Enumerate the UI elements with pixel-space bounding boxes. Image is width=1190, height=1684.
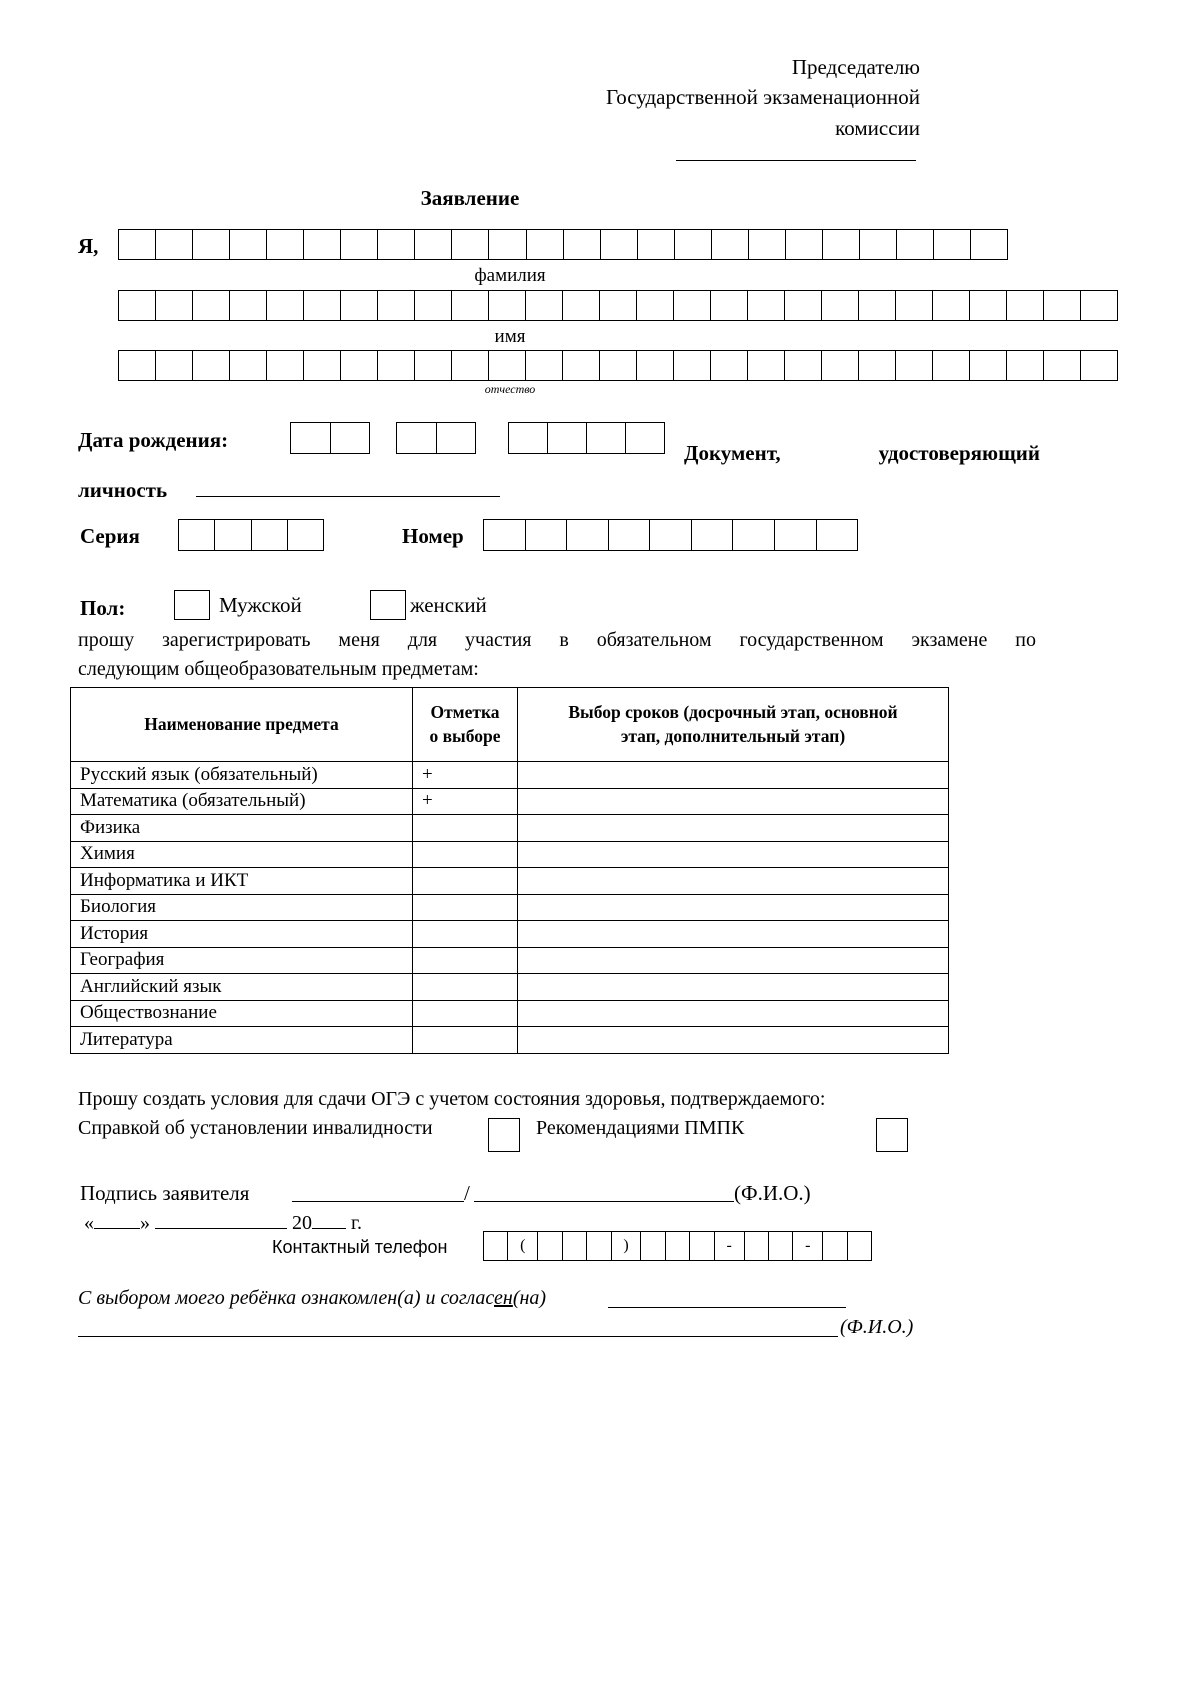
consent-text-underlined: ен [494,1287,513,1309]
disability-certificate-checkbox[interactable] [488,1118,520,1152]
char-cell[interactable] [291,423,331,453]
char-cell[interactable] [378,230,415,259]
subject-name-cell: География [71,947,413,974]
char-cell[interactable] [119,230,156,259]
subject-name-cell: Химия [71,841,413,868]
date-day-blank[interactable] [94,1228,140,1229]
char-cell[interactable] [526,291,563,320]
subject-term-cell[interactable] [518,815,949,842]
char-cell[interactable] [156,230,193,259]
firstname-caption: имя [494,326,526,347]
header-term-line-1: Выбор сроков (досрочный этап, основной [568,701,898,722]
date-year-suffix: г. [351,1212,362,1234]
consent-text-before: С выбором моего ребёнка ознакомлен(а) и соглас [78,1287,495,1309]
char-cell[interactable] [711,351,748,380]
consent-fio-hint: (Ф.И.О.) [840,1316,914,1338]
char-cell[interactable] [304,230,341,259]
consent-blank-rule-2[interactable] [78,1336,838,1337]
subject-mark-cell[interactable] [413,815,518,842]
subject-term-cell[interactable] [518,841,949,868]
table-row [71,1027,949,1054]
signature-fio-blank-rule[interactable] [474,1201,734,1202]
subject-mark-cell[interactable] [413,1000,518,1027]
header-subject: Наименование предмета [71,688,413,762]
char-cell[interactable] [526,520,568,550]
char-cell[interactable] [415,230,452,259]
subject-mark-cell[interactable] [413,868,518,895]
health-conditions-text: Прошу создать условия для сдачи ОГЭ с учетом состояния здоровья, подтверждаемого: [78,1088,826,1110]
char-cell[interactable] [527,230,564,259]
phone-char-cell[interactable] [587,1232,611,1260]
char-cell[interactable] [378,351,415,380]
char-cell[interactable] [637,351,674,380]
birthdate-day-grid[interactable] [290,422,370,454]
char-cell[interactable] [601,230,638,259]
char-cell[interactable] [650,520,692,550]
char-cell[interactable] [156,291,193,320]
header-term [518,688,949,762]
char-cell[interactable] [489,230,526,259]
char-cell[interactable] [1081,351,1117,380]
series-label: Серия [80,524,140,548]
phone-char-cell[interactable]: ( [508,1232,538,1260]
char-cell[interactable] [748,291,785,320]
subject-mark-cell[interactable] [413,841,518,868]
header-term-line-2: этап, дополнительный этап) [620,725,846,746]
phone-char-cell[interactable]: - [715,1232,745,1260]
parent-consent-text [78,1287,546,1310]
char-cell[interactable] [179,520,215,550]
char-cell[interactable] [1007,291,1044,320]
char-cell[interactable] [896,351,933,380]
char-cell[interactable] [267,291,304,320]
table-row [71,788,949,815]
char-cell[interactable] [563,291,600,320]
subject-name-cell: Биология [71,894,413,921]
addressee-line-2: Государственной экзаменационной [605,85,920,110]
char-cell[interactable] [775,520,817,550]
number-input-grid[interactable] [483,519,858,551]
date-year-blank[interactable] [312,1228,346,1229]
subject-mark-cell[interactable]: + [413,788,518,815]
date-month-blank[interactable] [155,1228,287,1229]
gender-male-label: Мужской [219,593,302,617]
identity-document-label: Документ, удостоверяющий [684,441,1040,465]
consent-text-after: (на) [512,1287,547,1309]
char-cell[interactable] [526,351,563,380]
char-cell[interactable] [897,230,934,259]
consent-blank-rule-1[interactable] [608,1307,846,1308]
char-cell[interactable] [437,423,476,453]
subject-name-cell: Математика (обязательный) [71,788,413,815]
char-cell[interactable] [397,423,437,453]
char-cell[interactable] [415,291,452,320]
char-cell[interactable] [119,351,156,380]
char-cell[interactable] [823,230,860,259]
patronymic-caption: отчество [484,382,536,396]
char-cell[interactable] [193,351,230,380]
table-row [71,1000,949,1027]
signature-slash: / [464,1181,470,1205]
subject-name-cell: Физика [71,815,413,842]
table-row [71,841,949,868]
char-cell[interactable] [341,230,378,259]
patronymic-input-grid[interactable] [118,350,1118,381]
char-cell[interactable] [970,351,1007,380]
birthdate-month-grid[interactable] [396,422,476,454]
subject-name-cell: История [71,921,413,948]
pmpk-recommendation-checkbox[interactable] [876,1118,908,1152]
char-cell[interactable] [600,291,637,320]
subject-term-cell[interactable] [518,921,949,948]
subject-mark-cell[interactable] [413,894,518,921]
ya-label: Я, [78,234,99,258]
char-cell[interactable] [567,520,609,550]
char-cell[interactable] [267,230,304,259]
char-cell[interactable] [341,291,378,320]
char-cell[interactable] [341,351,378,380]
subject-name-cell: Литература [71,1027,413,1054]
char-cell[interactable] [626,423,664,453]
char-cell[interactable] [748,351,785,380]
identity-label: личность [78,478,168,502]
addressee-block [540,52,920,143]
date-open-quote: « [84,1212,94,1234]
subject-name-cell: Английский язык [71,974,413,1001]
char-cell[interactable] [1044,351,1081,380]
subject-term-cell[interactable] [518,947,949,974]
subject-name-cell: Информатика и ИКТ [71,868,413,895]
header-mark [413,688,518,762]
char-cell[interactable] [267,351,304,380]
char-cell[interactable] [638,230,675,259]
gender-female-label: женский [410,593,487,617]
phone-char-cell[interactable] [666,1232,690,1260]
gender-label: Пол: [80,596,126,620]
char-cell[interactable] [215,520,251,550]
subject-mark-cell[interactable] [413,974,518,1001]
char-cell[interactable] [252,520,288,550]
phone-input-grid[interactable] [483,1231,872,1261]
subject-term-cell[interactable] [518,868,949,895]
request-line-1: прошу зарегистрировать меня для участия в обязательном государственном экзамене по [78,629,1036,651]
subjects-table-body [71,762,949,1054]
char-cell[interactable] [934,230,971,259]
request-line-2: следующим общеобразовательным предметам: [78,658,479,680]
char-cell[interactable] [970,291,1007,320]
request-paragraph [78,626,1036,684]
signature-label: Подпись заявителя [80,1181,250,1205]
phone-char-cell[interactable] [690,1232,714,1260]
table-row [71,921,949,948]
char-cell[interactable] [711,291,748,320]
phone-char-cell[interactable]: ) [612,1232,642,1260]
subject-term-cell[interactable] [518,1027,949,1054]
table-row [71,868,949,895]
char-cell[interactable] [304,291,341,320]
char-cell[interactable] [1081,291,1117,320]
char-cell[interactable] [489,291,526,320]
subject-term-cell[interactable] [518,1000,949,1027]
birthdate-year-grid[interactable] [508,422,665,454]
char-cell[interactable] [637,291,674,320]
subject-term-cell[interactable] [518,974,949,1001]
table-row [71,762,949,789]
char-cell[interactable] [896,291,933,320]
char-cell[interactable] [733,520,775,550]
series-input-grid[interactable] [178,519,324,551]
char-cell[interactable] [288,520,323,550]
char-cell[interactable] [859,291,896,320]
firstname-input-grid[interactable] [118,290,1118,321]
surname-input-grid[interactable] [118,229,1008,260]
char-cell[interactable] [674,351,711,380]
char-cell[interactable] [692,520,734,550]
phone-char-cell[interactable] [745,1232,769,1260]
char-cell[interactable] [415,351,452,380]
date-year-prefix: 20 [292,1212,312,1234]
char-cell[interactable] [452,351,489,380]
char-cell[interactable] [822,351,859,380]
char-cell[interactable] [509,423,548,453]
addressee-blank-rule [676,160,916,161]
table-row [71,894,949,921]
surname-caption: фамилия [474,265,546,286]
identity-blank-rule[interactable] [196,496,500,497]
char-cell[interactable] [230,351,267,380]
subject-term-cell[interactable] [518,762,949,789]
char-cell[interactable] [563,351,600,380]
char-cell[interactable] [785,291,822,320]
subject-term-cell[interactable] [518,894,949,921]
char-cell[interactable] [860,230,897,259]
char-cell[interactable] [230,291,267,320]
signature-blank-rule[interactable] [292,1201,464,1202]
disability-certificate-label: Справкой об установлении инвалидности [78,1117,433,1139]
phone-char-cell[interactable] [848,1232,871,1260]
char-cell[interactable] [822,291,859,320]
char-cell[interactable] [564,230,601,259]
phone-char-cell[interactable] [641,1232,665,1260]
char-cell[interactable] [675,230,712,259]
subject-mark-cell[interactable] [413,921,518,948]
phone-char-cell[interactable] [538,1232,562,1260]
char-cell[interactable] [933,351,970,380]
table-row [71,947,949,974]
phone-char-cell[interactable] [563,1232,587,1260]
table-header-row [71,688,949,762]
char-cell[interactable] [193,230,230,259]
char-cell[interactable] [786,230,823,259]
phone-char-cell[interactable]: - [793,1232,823,1260]
char-cell[interactable] [785,351,822,380]
subject-mark-cell[interactable] [413,947,518,974]
char-cell[interactable] [489,351,526,380]
char-cell[interactable] [609,520,651,550]
char-cell[interactable] [859,351,896,380]
char-cell[interactable] [484,520,526,550]
char-cell[interactable] [749,230,786,259]
char-cell[interactable] [548,423,587,453]
char-cell[interactable] [817,520,858,550]
gender-female-checkbox[interactable] [370,590,406,620]
page-title: Заявление [420,186,520,210]
addressee-line-1: Председателю [791,55,920,79]
char-cell[interactable] [1044,291,1081,320]
signature-fio-hint: (Ф.И.О.) [734,1181,811,1205]
signature-date-row [84,1212,362,1235]
header-mark-line-1: Отметка [430,701,500,722]
char-cell[interactable] [1007,351,1044,380]
char-cell[interactable] [230,230,267,259]
char-cell[interactable] [933,291,970,320]
char-cell[interactable] [331,423,370,453]
subject-name-cell: Обществознание [71,1000,413,1027]
number-label: Номер [402,524,464,548]
addressee-line-3: комиссии [835,115,920,140]
phone-char-cell[interactable] [484,1232,508,1260]
pmpk-recommendation-label: Рекомендациями ПМПК [536,1117,745,1139]
char-cell[interactable] [452,291,489,320]
gender-male-checkbox[interactable] [174,590,210,620]
table-row [71,815,949,842]
table-row [71,974,949,1001]
char-cell[interactable] [674,291,711,320]
char-cell[interactable] [304,351,341,380]
subjects-table [70,687,949,1054]
char-cell[interactable] [712,230,749,259]
date-close-quote: » [140,1212,150,1234]
char-cell[interactable] [378,291,415,320]
phone-label: Контактный телефон [272,1237,448,1257]
char-cell[interactable] [193,291,230,320]
subject-name-cell: Русский язык (обязательный) [71,762,413,789]
char-cell[interactable] [119,291,156,320]
char-cell[interactable] [156,351,193,380]
phone-char-cell[interactable] [823,1232,847,1260]
subject-term-cell[interactable] [518,788,949,815]
char-cell[interactable] [600,351,637,380]
char-cell[interactable] [587,423,626,453]
subject-mark-cell[interactable] [413,1027,518,1054]
subject-mark-cell[interactable]: + [413,762,518,789]
char-cell[interactable] [452,230,489,259]
char-cell[interactable] [971,230,1007,259]
birthdate-label: Дата рождения: [78,428,229,452]
phone-char-cell[interactable] [769,1232,793,1260]
header-mark-line-2: о выборе [429,725,501,746]
